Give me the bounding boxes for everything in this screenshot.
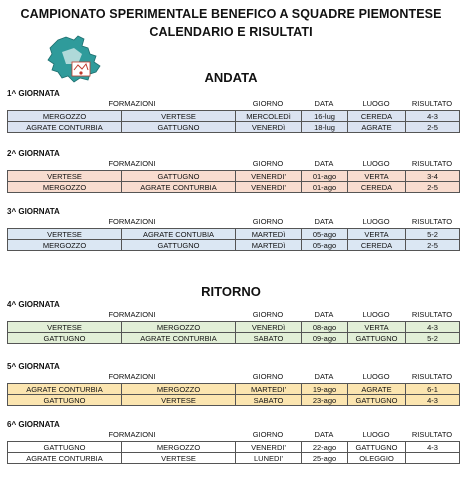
table-row [8,333,460,344]
date-cell: 05-ago [302,240,348,251]
page-subtitle: CALENDARIO E RISULTATI [149,25,313,39]
result-cell: 4-3 [406,111,460,122]
result-cell: 4-3 [406,442,460,453]
giornata-label: 2^ GIORNATA [7,149,60,158]
table-row [8,384,460,395]
column-header-risultato: RISULTATO [411,217,453,226]
table-row [8,453,460,464]
column-header-data: DATA [314,310,334,319]
column-header-row [7,159,459,170]
giornata-label: 1^ GIORNATA [7,89,60,98]
giornata-label: 6^ GIORNATA [7,420,60,429]
column-header-formazioni: FORMAZIONI [108,159,156,168]
match-table [7,170,460,193]
column-header-risultato: RISULTATO [411,159,453,168]
team-home: AGRATE CONTURBIA [8,384,122,395]
date-cell: 19-ago [302,384,348,395]
result-cell: 6-1 [406,384,460,395]
match-table [7,110,460,133]
column-header-giorno: GIORNO [252,99,284,108]
date-cell: 09-ago [302,333,348,344]
date-cell: 01-ago [302,182,348,193]
column-header-luogo: LUOGO [362,310,390,319]
match-table [7,383,460,406]
column-header-row [7,217,459,228]
table-row [8,322,460,333]
column-header-data: DATA [314,430,334,439]
table-row [8,171,460,182]
day-cell: VENERDì [236,322,302,333]
table-row [8,240,460,251]
place-cell: GATTUGNO [348,395,406,406]
result-cell: 2-5 [406,122,460,133]
column-header-row [7,430,459,441]
team-away: AGRATE CONTURBIA [122,333,236,344]
column-header-formazioni: FORMAZIONI [108,217,156,226]
place-cell: OLEGGIO [348,453,406,464]
table-row [8,442,460,453]
column-header-giorno: GIORNO [252,217,284,226]
result-cell: 3-4 [406,171,460,182]
team-away: GATTUGNO [122,240,236,251]
giornata-label: 3^ GIORNATA [7,207,60,216]
place-cell: GATTUGNO [348,333,406,344]
team-away: VERTESE [122,111,236,122]
column-header-risultato: RISULTATO [411,372,453,381]
day-cell: MERCOLEDì [236,111,302,122]
date-cell: 23-ago [302,395,348,406]
table-row [8,395,460,406]
column-header-row [7,99,459,110]
day-cell: MARTEDì [236,240,302,251]
day-cell: MARTEDI' [236,384,302,395]
day-cell: MARTEDì [236,229,302,240]
team-home: AGRATE CONTURBIA [8,122,122,133]
table-row [8,111,460,122]
column-header-data: DATA [314,372,334,381]
place-cell: VERTA [348,171,406,182]
team-home: MERGOZZO [8,240,122,251]
day-cell: LUNEDI' [236,453,302,464]
date-cell: 25-ago [302,453,348,464]
result-cell: 5-2 [406,229,460,240]
match-table [7,321,460,344]
place-cell: CEREDA [348,240,406,251]
section-ritorno: RITORNO [201,284,261,299]
column-header-luogo: LUOGO [362,159,390,168]
column-header-data: DATA [314,99,334,108]
result-cell [406,453,460,464]
result-cell: 4-3 [406,322,460,333]
day-cell: VENERDI' [236,182,302,193]
match-table [7,228,460,251]
column-header-formazioni: FORMAZIONI [108,310,156,319]
section-andata: ANDATA [204,70,258,85]
page-title: CAMPIONATO SPERIMENTALE BENEFICO A SQUADRE PIEMONTESE [20,7,442,21]
team-away: AGRATE CONTURBIA [122,182,236,193]
place-cell: VERTA [348,322,406,333]
team-home: MERGOZZO [8,111,122,122]
team-away: MERGOZZO [122,322,236,333]
column-header-risultato: RISULTATO [411,430,453,439]
team-home: GATTUGNO [8,395,122,406]
result-cell: 5-2 [406,333,460,344]
date-cell: 18-lug [302,122,348,133]
day-cell: VENERDì [236,122,302,133]
team-away: MERGOZZO [122,384,236,395]
column-header-giorno: GIORNO [252,310,284,319]
team-home: MERGOZZO [8,182,122,193]
column-header-formazioni: FORMAZIONI [108,99,156,108]
date-cell: 01-ago [302,171,348,182]
column-header-luogo: LUOGO [362,430,390,439]
team-away: VERTESE [122,453,236,464]
column-header-luogo: LUOGO [362,99,390,108]
place-cell: VERTA [348,229,406,240]
place-cell: CEREDA [348,182,406,193]
team-away: GATTUGNO [122,122,236,133]
column-header-risultato: RISULTATO [411,99,453,108]
team-home: VERTESE [8,322,122,333]
column-header-formazioni: FORMAZIONI [108,430,156,439]
team-home: VERTESE [8,171,122,182]
giornata-label: 5^ GIORNATA [7,362,60,371]
day-cell: SABATO [236,395,302,406]
table-row [8,182,460,193]
date-cell: 05-ago [302,229,348,240]
team-home: AGRATE CONTURBIA [8,453,122,464]
table-row [8,122,460,133]
column-header-data: DATA [314,159,334,168]
column-header-risultato: RISULTATO [411,310,453,319]
team-away: VERTESE [122,395,236,406]
column-header-giorno: GIORNO [252,372,284,381]
result-cell: 2-5 [406,240,460,251]
team-away: MERGOZZO [122,442,236,453]
day-cell: SABATO [236,333,302,344]
place-cell: CEREDA [348,111,406,122]
day-cell: VENERDI' [236,442,302,453]
team-away: GATTUGNO [122,171,236,182]
place-cell: AGRATE [348,122,406,133]
day-cell: VENERDI' [236,171,302,182]
column-header-formazioni: FORMAZIONI [108,372,156,381]
column-header-data: DATA [314,217,334,226]
giornata-label: 4^ GIORNATA [7,300,60,309]
column-header-luogo: LUOGO [362,372,390,381]
column-header-row [7,372,459,383]
team-away: AGRATE CONTUBIA [122,229,236,240]
place-cell: GATTUGNO [348,442,406,453]
column-header-row [7,310,459,321]
date-cell: 22-ago [302,442,348,453]
match-table [7,441,460,464]
table-row [8,229,460,240]
column-header-giorno: GIORNO [252,159,284,168]
result-cell: 2-5 [406,182,460,193]
date-cell: 16-lug [302,111,348,122]
place-cell: AGRATE [348,384,406,395]
team-home: GATTUGNO [8,333,122,344]
result-cell: 4-3 [406,395,460,406]
team-home: GATTUGNO [8,442,122,453]
column-header-luogo: LUOGO [362,217,390,226]
team-home: VERTESE [8,229,122,240]
column-header-giorno: GIORNO [252,430,284,439]
date-cell: 08-ago [302,322,348,333]
